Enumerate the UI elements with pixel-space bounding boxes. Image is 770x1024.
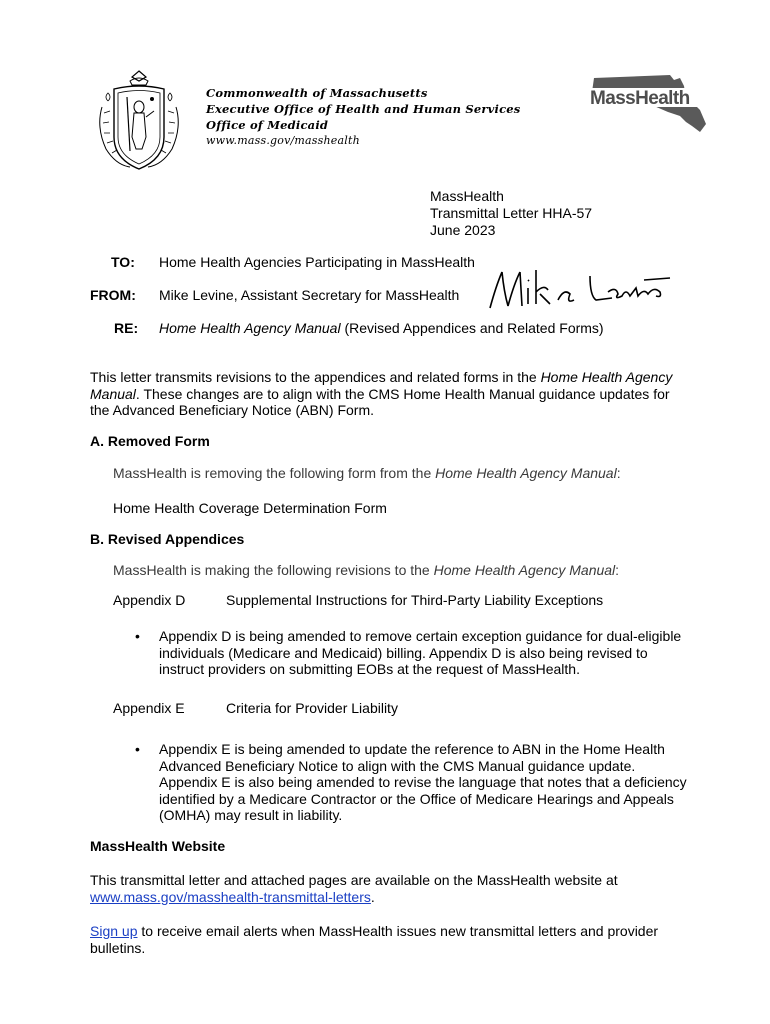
intro-text-rest: . These changes are to align with the CMS Home Health Manual guidance updates for the Advanced Beneficiary Notice (ABN) Form.: [90, 385, 670, 418]
section-b-intro: MassHealth is making the following revisions to the: [113, 562, 434, 578]
removed-form-name: Home Health Coverage Determination Form: [113, 500, 387, 516]
re-label: RE:: [114, 320, 139, 336]
re-manual-title: Home Health Agency Manual: [159, 320, 341, 336]
transmittal-letters-link[interactable]: www.mass.gov/masshealth-transmittal-letters: [90, 888, 371, 905]
sign-up-link[interactable]: Sign up: [90, 923, 138, 939]
section-b-colon: :: [615, 562, 620, 578]
section-b-manual-title: Home Health Agency Manual: [433, 562, 616, 578]
meta-letter-number: Transmittal Letter HHA-57: [430, 205, 593, 221]
from-label: FROM:: [90, 287, 136, 303]
website-paragraph: [90, 872, 690, 905]
section-a-manual-title: Home Health Agency Manual: [435, 465, 617, 481]
masshealth-logo: [588, 72, 710, 136]
section-a-text: [113, 465, 621, 482]
intro-manual-title: Home Health Agency Manual: [90, 369, 673, 402]
to-label: TO:: [111, 254, 135, 270]
re-description: (Revised Appendices and Related Forms): [340, 320, 604, 336]
meta-date: June 2023: [430, 222, 496, 238]
appendix-d-title: Supplemental Instructions for Third-Party Liability Exceptions: [226, 592, 604, 608]
appendix-e-title: Criteria for Provider Liability: [226, 700, 398, 716]
section-b-heading: B. Revised Appendices: [90, 531, 245, 547]
signup-text: to receive email alerts when MassHealth issues new transmittal letters and provider bulletins.: [90, 923, 659, 956]
website-heading: MassHealth Website: [90, 838, 226, 854]
appendix-d-name: Appendix D: [113, 592, 186, 608]
bullet-icon: •: [135, 628, 140, 644]
section-b-text: [113, 562, 619, 579]
website-period: .: [370, 888, 375, 905]
section-a-heading: A. Removed Form: [90, 433, 210, 449]
letter-meta: [430, 188, 592, 239]
letterhead-line-2: Executive Office of Health and Human Services: [206, 102, 521, 116]
state-seal: [94, 67, 184, 173]
letterhead-line-3: Office of Medicaid: [206, 118, 329, 132]
meta-org: MassHealth: [430, 188, 504, 204]
section-a-intro: MassHealth is removing the following form from the: [113, 465, 436, 481]
section-a-colon: :: [616, 465, 621, 481]
appendix-e-name: Appendix E: [113, 700, 185, 716]
intro-paragraph: [90, 369, 690, 419]
appendix-e-bullet: Appendix E is being amended to update the reference to ABN in the Home Health Advanced Beneficiary Notice to align with the CMS Manual guidance update. Appendix E is also being amended to revise the language that notes that a deficiency identified by a Medicare Contractor or the Office of Medicare Hearings and Appeals (OMHA) may result in liability.: [159, 741, 687, 823]
intro-text: This letter transmits revisions to the appendices and related forms in the: [90, 369, 541, 385]
signup-paragraph: [90, 923, 690, 956]
letterhead-url: www.mass.gov/masshealth: [206, 134, 360, 147]
website-text: This transmittal letter and attached pages are available on the MassHealth website at: [90, 872, 618, 888]
letterhead-line-1: Commonwealth of Massachusetts: [206, 86, 428, 100]
from-value: Mike Levine, Assistant Secretary for MassHealth: [159, 287, 460, 303]
bullet-icon: •: [135, 741, 140, 757]
appendix-d-bullet: Appendix D is being amended to remove certain exception guidance for dual-eligible individuals (Medicare and Medicaid) billing. Appendix D is also being revised to instruct providers on submitting EOBs at the request of MassHealth.: [159, 628, 682, 677]
to-value: Home Health Agencies Participating in MassHealth: [159, 254, 475, 270]
re-value: [159, 320, 604, 336]
letterhead: [206, 85, 520, 149]
signature: [486, 266, 676, 314]
logo-text: MassHealth: [590, 88, 690, 109]
